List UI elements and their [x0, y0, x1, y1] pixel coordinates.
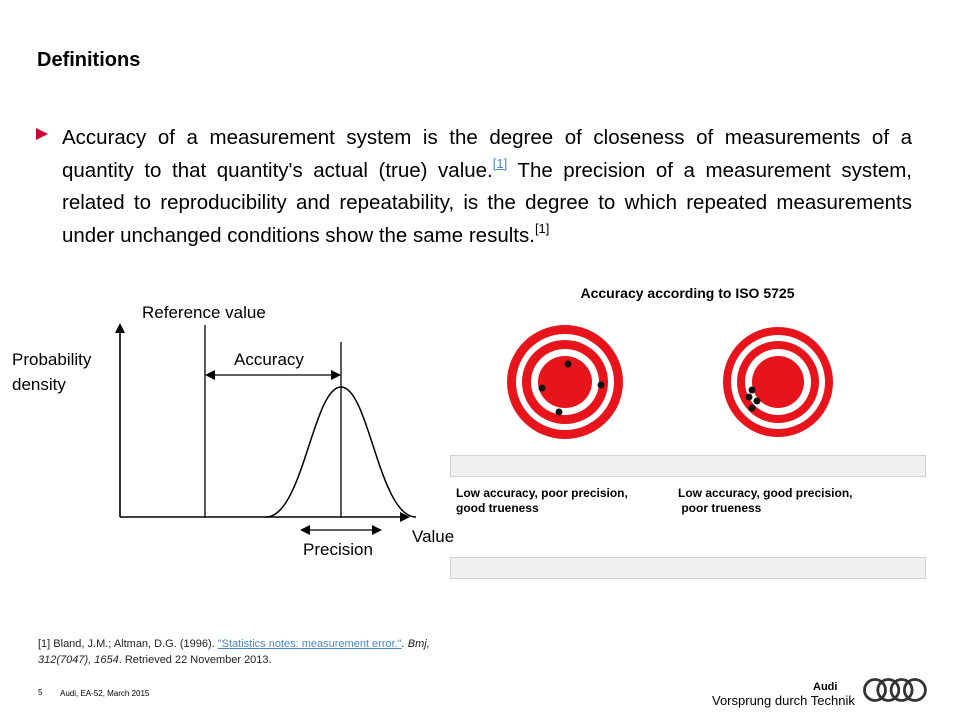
page-number: 5 [38, 688, 43, 697]
caption-frame-bottom [450, 557, 926, 579]
caption-target-1 [456, 486, 628, 516]
hit-point [565, 361, 572, 368]
hit-point [746, 394, 753, 401]
target-2 [723, 327, 833, 437]
caption-2-line2: poor trueness [678, 501, 762, 515]
hit-point [749, 387, 756, 394]
reference-value-label: Reference value [142, 303, 266, 322]
iso-figure-title: Accuracy according to ISO 5725 [580, 285, 795, 301]
ylabel-line2: density [12, 375, 66, 394]
target-1 [507, 325, 623, 439]
footnote-suffix: . Retrieved 22 November 2013. [118, 654, 272, 666]
caption-1-line2: good trueness [456, 501, 539, 515]
caption-1-line1: Low accuracy, poor precision, [456, 486, 628, 500]
definition-text [62, 122, 912, 252]
audi-rings-logo [862, 675, 928, 705]
caption-target-2 [678, 486, 853, 516]
hit-point [556, 409, 563, 416]
citation-link-1[interactable]: [1] [492, 155, 508, 171]
definition-part1: Accuracy of a measurement system is the degree of closeness of measurements of a quantity to that quantity's actual (true) value. [62, 126, 912, 182]
footnote-journal: . Bmj, 312(7047), 1654 [38, 638, 430, 666]
caption-frame-top [450, 455, 926, 477]
ylabel-line1: Probability [12, 350, 92, 369]
caption-2-line1: Low accuracy, good precision, [678, 486, 853, 500]
bullet-arrow-icon [36, 128, 48, 140]
audi-brand [712, 682, 932, 712]
hit-point [539, 385, 546, 392]
definition-bullet [36, 122, 912, 252]
targets-figure [500, 325, 840, 445]
value-axis-label: Value [412, 527, 455, 546]
footer-text: Audi, EA-52, March 2015 [60, 689, 150, 698]
brand-claim: Vorsprung durch Technik [712, 693, 855, 708]
precision-label: Precision [303, 540, 373, 559]
accuracy-label: Accuracy [234, 350, 304, 369]
citation-2: [1] [534, 220, 550, 236]
hit-point [598, 382, 605, 389]
footnote [38, 636, 448, 668]
definition-part2: The precision of a measurement system, related to reproducibility and repeatability, is the degree to which repeated measurements under unchanged conditions show the same results. [62, 158, 912, 247]
footnote-prefix: [1] Bland, J.M.; Altman, D.G. (1996). [38, 638, 218, 650]
brand-name: Audi [813, 681, 838, 693]
footnote-link[interactable]: "Statistics notes: measurement error." [217, 638, 402, 650]
slide-title: Definitions [37, 49, 141, 71]
hit-point [749, 405, 756, 412]
accuracy-precision-diagram [8, 295, 458, 565]
hit-point [754, 398, 761, 405]
